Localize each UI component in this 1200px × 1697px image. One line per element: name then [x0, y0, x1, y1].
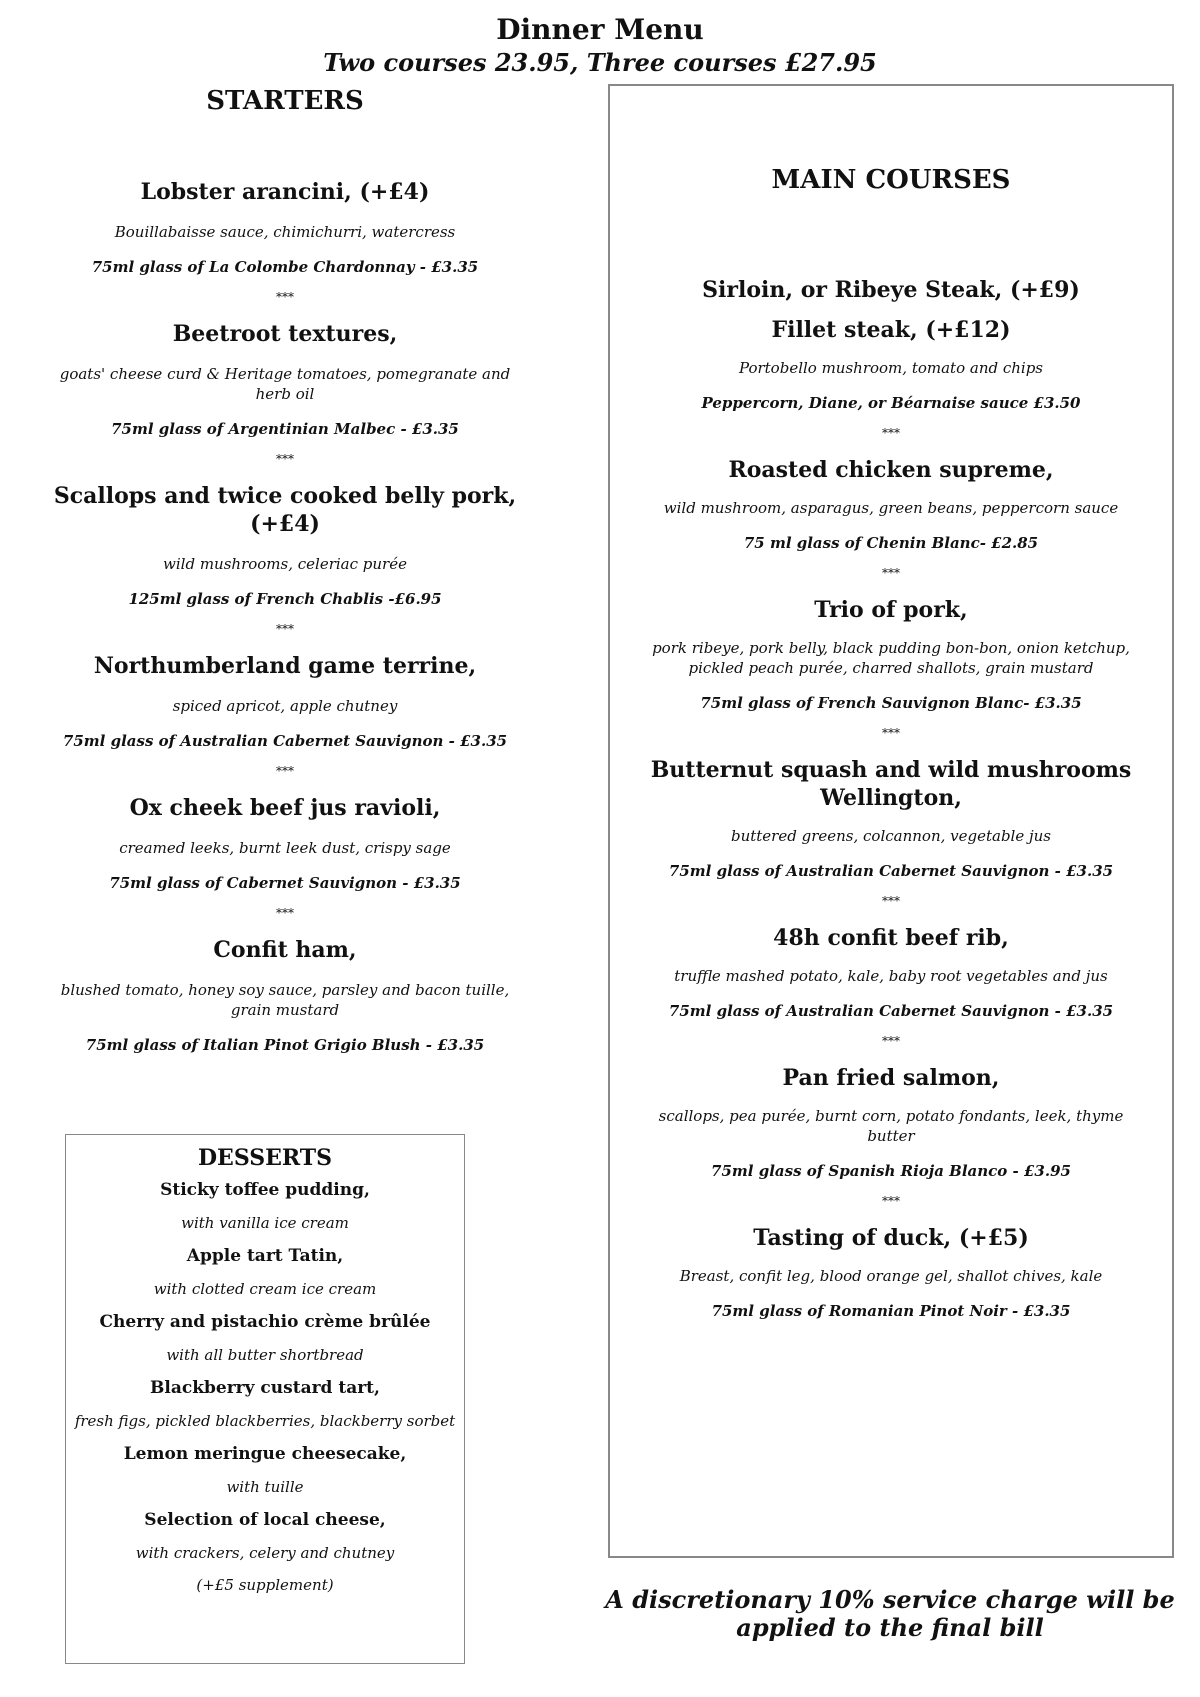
starter-item — [40, 320, 530, 466]
dish-name: Trio of pork, — [814, 597, 968, 623]
starter-item — [40, 178, 530, 304]
separator: *** — [882, 894, 900, 908]
dish-description: wild mushrooms, celeriac purée — [163, 555, 407, 573]
separator: *** — [276, 290, 294, 304]
separator: *** — [276, 452, 294, 466]
wine-pairing: 125ml glass of French Chablis -£6.95 — [128, 590, 442, 608]
main-item — [634, 1064, 1148, 1208]
starter-item — [40, 652, 530, 778]
wine-pairing: 75ml glass of Romanian Pinot Noir - £3.35 — [711, 1302, 1071, 1320]
dish-name: Roasted chicken supreme, — [728, 457, 1054, 483]
dish-name: Pan fried salmon, — [782, 1065, 1000, 1091]
separator: *** — [882, 1194, 900, 1208]
dessert-name: Blackberry custard tart, — [150, 1378, 380, 1398]
dessert-description: with vanilla ice cream — [181, 1214, 349, 1232]
page-title: Dinner Menu — [496, 13, 704, 46]
dish-name: Beetroot textures, — [172, 321, 398, 347]
dish-name: Confit ham, — [213, 937, 357, 963]
dish-name-secondary: Fillet steak, (+£12) — [771, 317, 1011, 343]
dish-name: Sirloin, or Ribeye Steak, (+£9) — [702, 277, 1080, 303]
separator: *** — [882, 566, 900, 580]
wine-pairing: 75ml glass of Italian Pinot Grigio Blush - £3.35 — [85, 1036, 485, 1054]
wine-pairing: 75ml glass of French Sauvignon Blanc- £3.35 — [700, 694, 1082, 712]
separator: *** — [882, 726, 900, 740]
dish-description: pork ribeye, pork belly, black pudding bon-bon, onion ketchup, pickled peach purée, charred shallots, grain mustard — [652, 639, 1130, 677]
wine-pairing: 75ml glass of La Colombe Chardonnay - £3.35 — [91, 258, 479, 276]
dish-description: scallops, pea purée, burnt corn, potato fondants, leek, thyme butter — [658, 1107, 1124, 1145]
dessert-name: Lemon meringue cheesecake, — [123, 1444, 407, 1464]
dish-name: Northumberland game terrine, — [93, 653, 477, 679]
main-item — [634, 276, 1148, 440]
wine-pairing: 75ml glass of Cabernet Sauvignon - £3.35 — [109, 874, 461, 892]
wine-pairing: 75ml glass of Argentinian Malbec - £3.35 — [111, 420, 459, 438]
course-prices: Two courses 23.95, Three courses £27.95 — [323, 48, 877, 77]
dessert-description: with tuille — [226, 1478, 304, 1496]
starters-column — [40, 84, 530, 1055]
dish-name: Ox cheek beef jus ravioli, — [129, 795, 441, 821]
starter-item — [40, 794, 530, 920]
sauce-option: Peppercorn, Diane, or Béarnaise sauce £3.50 — [701, 394, 1081, 412]
main-courses-panel — [608, 84, 1174, 1558]
wine-pairing: 75ml glass of Australian Cabernet Sauvignon - £3.35 — [62, 732, 508, 750]
dish-name: 48h confit beef rib, — [773, 925, 1009, 951]
main-item — [634, 924, 1148, 1048]
dish-description: wild mushroom, asparagus, green beans, peppercorn sauce — [663, 499, 1119, 517]
dish-description: creamed leeks, burnt leek dust, crispy sage — [119, 839, 451, 857]
dessert-description: with all butter shortbread — [166, 1346, 364, 1364]
wine-pairing: 75ml glass of Spanish Rioja Blanco - £3.95 — [711, 1162, 1071, 1180]
wine-pairing: 75 ml glass of Chenin Blanc- £2.85 — [743, 534, 1039, 552]
menu-header — [0, 12, 1200, 78]
dish-description: blushed tomato, honey soy sauce, parsley and bacon tuille, grain mustard — [60, 981, 510, 1019]
dessert-name: Selection of local cheese, — [144, 1510, 386, 1530]
dish-name: Tasting of duck, (+£5) — [753, 1225, 1029, 1251]
dish-description: goats' cheese curd & Heritage tomatoes, pomegranate and herb oil — [59, 365, 511, 403]
dish-description: Breast, confit leg, blood orange gel, shallot chives, kale — [679, 1267, 1103, 1285]
dessert-name: Sticky toffee pudding, — [160, 1180, 370, 1200]
main-item — [634, 1224, 1148, 1321]
separator: *** — [882, 1034, 900, 1048]
desserts-panel — [65, 1134, 465, 1664]
dish-name: Scallops and twice cooked belly pork, (+£4) — [53, 483, 517, 537]
starter-item — [40, 482, 530, 636]
dessert-description: with clotted cream ice cream — [153, 1280, 377, 1298]
dessert-name: Apple tart Tatin, — [186, 1246, 344, 1266]
dish-description: Portobello mushroom, tomato and chips — [738, 359, 1044, 377]
separator: *** — [276, 906, 294, 920]
service-charge-note: A discretionary 10% service charge will be applied to the final bill — [605, 1585, 1175, 1642]
dessert-description: fresh figs, pickled blackberries, blackberry sorbet — [74, 1412, 456, 1430]
separator: *** — [882, 426, 900, 440]
main-item — [634, 456, 1148, 580]
dish-name: Butternut squash and wild mushrooms Wellington, — [650, 757, 1132, 811]
cheese-supplement-note: (+£5 supplement) — [196, 1576, 334, 1594]
wine-pairing: 75ml glass of Australian Cabernet Sauvignon - £3.35 — [668, 1002, 1114, 1020]
desserts-heading: DESSERTS — [197, 1145, 333, 1171]
dish-description: truffle mashed potato, kale, baby root vegetables and jus — [674, 967, 1108, 985]
starters-heading: STARTERS — [206, 86, 364, 116]
dish-name: Lobster arancini, (+£4) — [140, 179, 430, 205]
separator: *** — [276, 764, 294, 778]
wine-pairing: 75ml glass of Australian Cabernet Sauvignon - £3.35 — [668, 862, 1114, 880]
separator: *** — [276, 622, 294, 636]
dessert-description: with crackers, celery and chutney — [135, 1544, 395, 1562]
main-item — [634, 756, 1148, 908]
dessert-name: Cherry and pistachio crème brûlée — [99, 1312, 431, 1332]
dish-description: buttered greens, colcannon, vegetable jus — [730, 827, 1051, 845]
starter-item — [40, 936, 530, 1055]
dish-description: spiced apricot, apple chutney — [172, 697, 398, 715]
main-courses-heading: MAIN COURSES — [771, 165, 1011, 195]
main-item — [634, 596, 1148, 740]
dish-description: Bouillabaisse sauce, chimichurri, watercress — [114, 223, 456, 241]
